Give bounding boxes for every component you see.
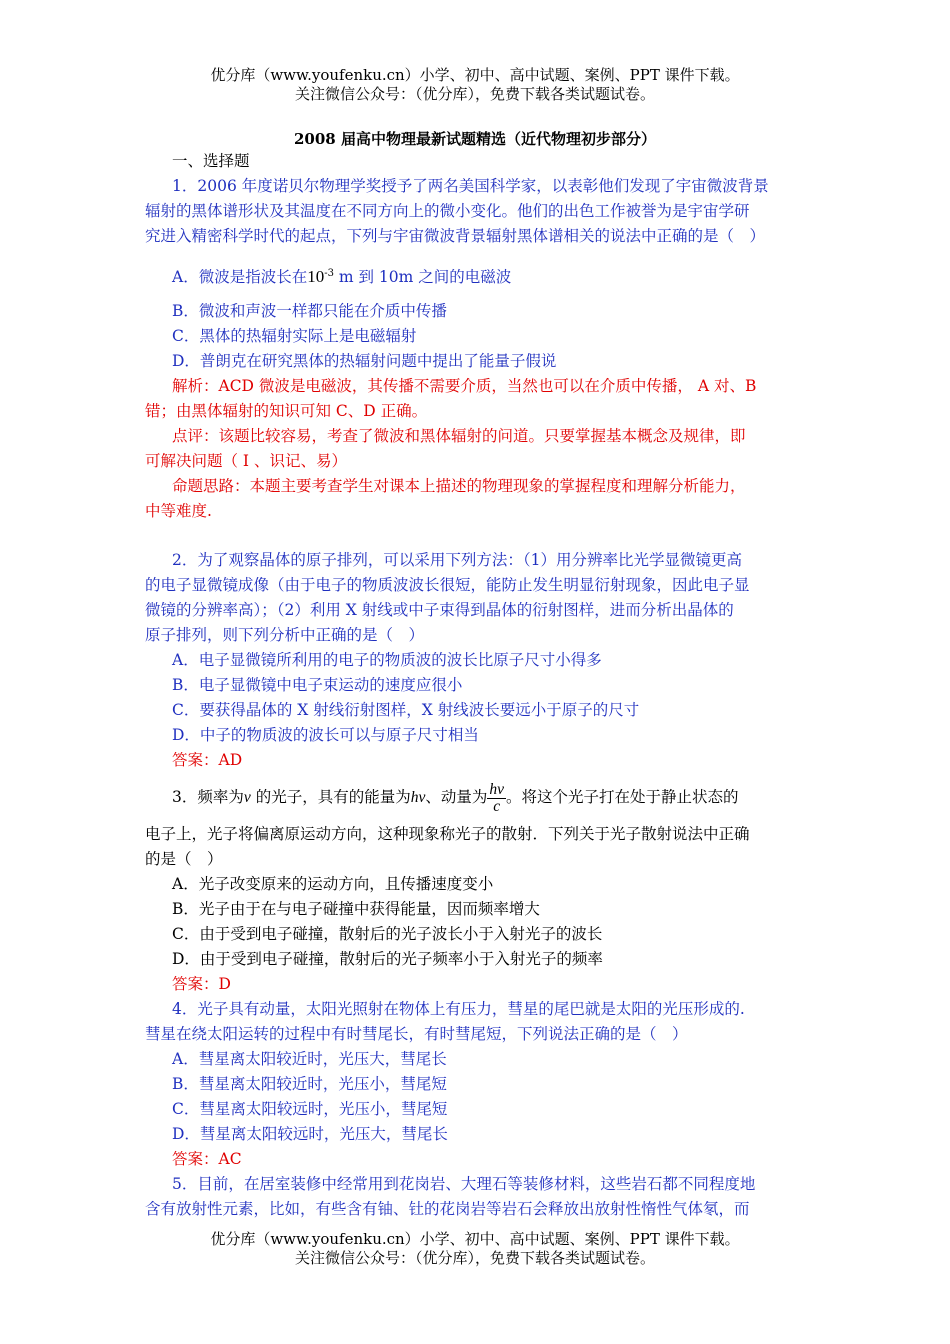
- q4-stem-line-1: 4．光子具有动量，太阳光照射在物体上有压力，彗星的尾巴就是太阳的光压形成的.: [172, 1000, 745, 1018]
- q5-stem-line-1: 5．目前，在居室装修中经常用到花岗岩、大理石等装修材料，这些岩石都不同程度地: [172, 1175, 756, 1193]
- q1-option-d: D．普朗克在研究黑体的热辐射问题中提出了能量子假说: [172, 352, 557, 370]
- q1-stem-line-1: 1．2006 年度诺贝尔物理学奖授予了两名美国科学家，以表彰他们发现了宇宙微波背景: [172, 177, 769, 195]
- q1-option-a-prefix: A．微波是指波长在: [172, 268, 308, 287]
- q1-option-b: B．微波和声波一样都只能在介质中传播: [172, 302, 447, 320]
- q3-stem-line-3: 的是（ ）: [145, 850, 223, 868]
- document-title: 2008 届高中物理最新试题精选（近代物理初步部分）: [294, 130, 656, 148]
- q1-idea-line-1: 命题思路：本题主要考查学生对课本上描述的物理现象的掌握程度和理解分析能力，: [172, 477, 746, 495]
- footer-line-1: 优分库（www.youfenku.cn）小学、初中、高中试题、案例、PPT 课件下载。: [210, 1230, 740, 1248]
- header-line-2: 关注微信公众号：（优分库），免费下载各类试题试卷。: [294, 85, 655, 103]
- footer-line-2: 关注微信公众号：（优分库），免费下载各类试题试卷。: [294, 1249, 655, 1267]
- q4-answer: 答案：AC: [172, 1150, 242, 1168]
- q1-option-a-exponent: -3: [324, 268, 334, 279]
- q2-stem-line-3: 微镜的分辨率高）；（2）利用 X 射线或中子束得到晶体的衍射图样，进而分析出晶体的: [145, 601, 734, 619]
- q3-option-b: B．光子由于在与电子碰撞中获得能量，因而频率增大: [172, 900, 540, 918]
- q3-stem-line-2: 电子上，光子将偏离原运动方向，这种现象称光子的散射．下列关于光子散射说法中正确: [145, 825, 750, 843]
- q3-option-c: C．由于受到电子碰撞，散射后的光子波长小于入射光子的波长: [172, 925, 603, 943]
- q3-fraction-denominator: c: [493, 797, 501, 815]
- q2-option-a: A．电子显微镜所利用的电子的物质波的波长比原子尺寸小得多: [172, 651, 602, 669]
- q4-option-a: A．彗星离太阳较近时，光压大，彗尾长: [172, 1050, 447, 1068]
- q2-option-d: D．中子的物质波的波长可以与原子尺寸相当: [172, 726, 479, 744]
- q4-option-d: D．彗星离太阳较远时，光压大，彗尾长: [172, 1125, 448, 1143]
- q1-option-a-suffix: m 到 10m 之间的电磁波: [333, 268, 512, 287]
- q3-option-d: D．由于受到电子碰撞，散射后的光子频率小于入射光子的频率: [172, 950, 603, 968]
- q1-analysis-line-2: 错；由黑体辐射的知识可知 C、D 正确。: [145, 402, 428, 420]
- q3-energy-symbol: hν: [410, 789, 426, 806]
- q3-nu-symbol: ν: [243, 789, 251, 806]
- q2-option-b: B．电子显微镜中电子束运动的速度应很小: [172, 676, 463, 694]
- q2-stem-line-2: 的电子显微镜成像（由于电子的物质波波长很短，能防止发生明显衍射现象，因此电子显: [145, 576, 750, 594]
- q3-text-1: 3．频率为: [172, 788, 244, 806]
- q1-option-c: C．黑体的热辐射实际上是电磁辐射: [172, 327, 417, 345]
- q3-stem-line-1: [172, 780, 739, 815]
- page-header: [0, 66, 950, 104]
- q1-analysis-line-1: 解析：ACD 微波是电磁波，其传播不需要介质，当然也可以在介质中传播， A 对、B: [172, 377, 757, 395]
- q1-stem-line-3: 究进入精密科学时代的起点，下列与宇宙微波背景辐射黑体谱相关的说法中正确的是（ ）: [145, 227, 766, 245]
- q4-option-b: B．彗星离太阳较近时，光压小，彗尾短: [172, 1075, 447, 1093]
- q1-comment-line-2: 可解决问题（ Ⅰ 、识记、易）: [145, 452, 347, 470]
- q1-option-a-base: 10: [307, 267, 325, 287]
- q3-option-a: A．光子改变原来的运动方向，且传播速度变小: [172, 875, 494, 893]
- q2-stem-line-1: 2．为了观察晶体的原子排列，可以采用下列方法：（1）用分辨率比光学显微镜更高: [172, 551, 742, 569]
- q3-fraction-numerator: hν: [489, 780, 504, 798]
- q3-momentum-fraction: [487, 782, 506, 815]
- q4-option-c: C．彗星离太阳较远时，光压小，彗尾短: [172, 1100, 448, 1118]
- q4-stem-line-2: 彗星在绕太阳运转的过程中有时彗尾长，有时彗尾短，下列说法正确的是（ ）: [145, 1025, 688, 1043]
- q3-answer: 答案：D: [172, 975, 231, 993]
- section-heading: 一、选择题: [172, 152, 250, 170]
- page-footer: [0, 1230, 950, 1268]
- q1-comment-line-1: 点评：该题比较容易，考查了微波和黑体辐射的问道。只要掌握基本概念及规律，即: [172, 427, 746, 445]
- q3-text-4: 。将这个光子打在处于静止状态的: [506, 788, 739, 806]
- q5-stem-line-2: 含有放射性元素，比如，有些含有铀、钍的花岗岩等岩石会释放出放射性惰性气体氡，而: [145, 1200, 750, 1218]
- q3-text-3: 、动量为: [425, 788, 488, 806]
- q1-stem-line-2: 辐射的黑体谱形状及其温度在不同方向上的微小变化。他们的出色工作被誉为是宇宙学研: [145, 202, 750, 220]
- header-line-1: 优分库（www.youfenku.cn）小学、初中、高中试题、案例、PPT 课件下载。: [210, 66, 740, 84]
- q1-idea-line-2: 中等难度.: [145, 502, 212, 520]
- q3-text-2: 的光子，具有的能量为: [250, 788, 411, 806]
- q1-option-a: [172, 264, 511, 287]
- q2-option-c: C．要获得晶体的 X 射线衍射图样，X 射线波长要远小于原子的尺寸: [172, 701, 640, 719]
- q2-answer: 答案：AD: [172, 751, 243, 769]
- q2-stem-line-4: 原子排列，则下列分析中正确的是（ ）: [145, 626, 425, 644]
